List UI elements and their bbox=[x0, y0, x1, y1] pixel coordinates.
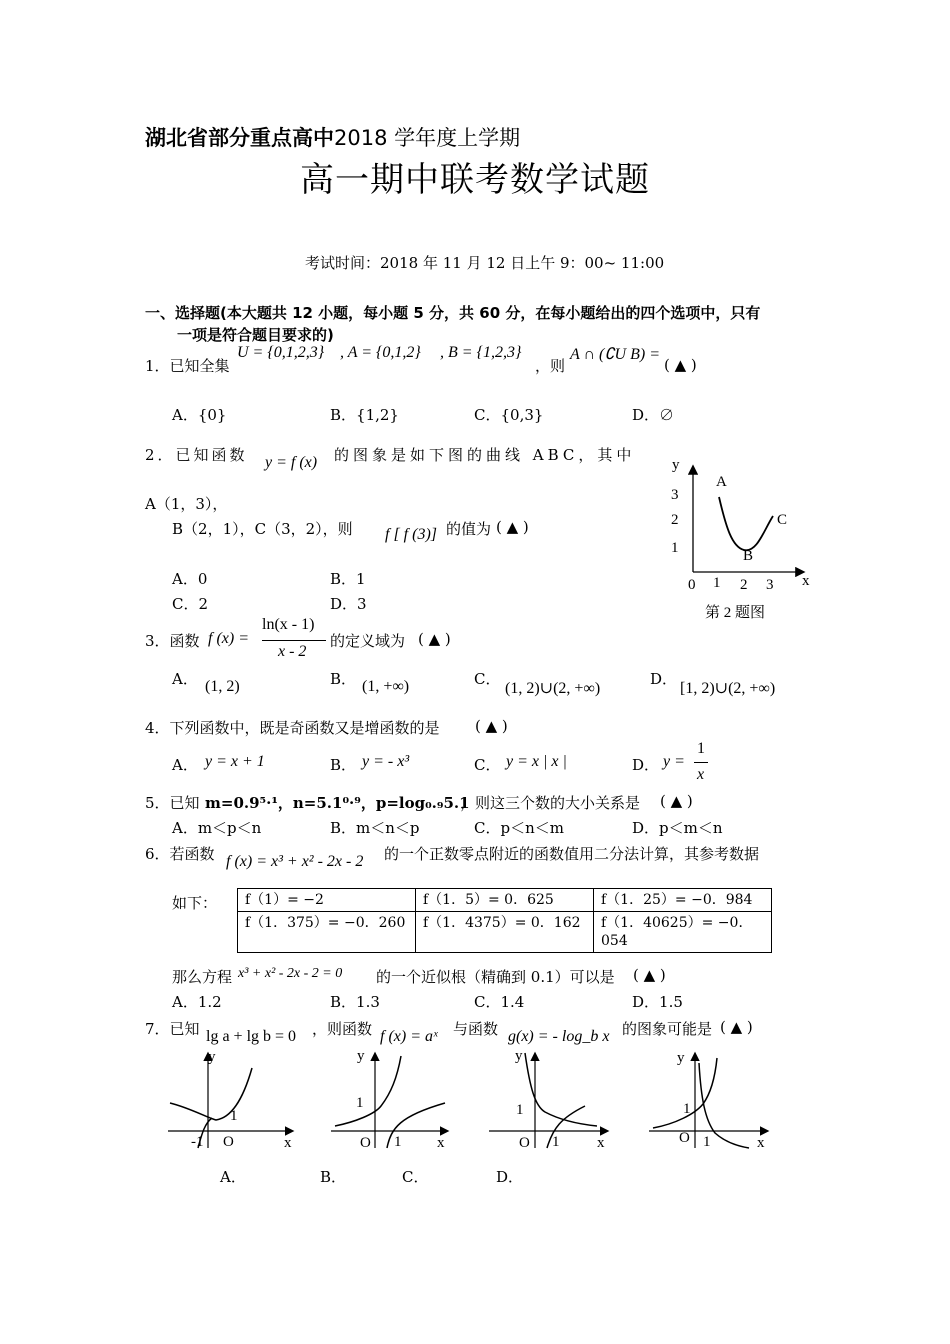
q1-option-a: A．{0} bbox=[172, 406, 227, 424]
q7-graph-b bbox=[325, 1048, 465, 1158]
q7-text-2: 与函数 bbox=[453, 1020, 499, 1038]
q2-y-tick-1: 1 bbox=[671, 540, 679, 556]
q7a-neg-one: -1 bbox=[191, 1134, 204, 1150]
q1-num: 1．已知全集 bbox=[145, 357, 230, 375]
q5-option-c: C．p＜n＜m bbox=[474, 819, 564, 837]
q3-fraction-bar bbox=[262, 640, 326, 641]
q3-numerator: ln(x - 1) bbox=[262, 616, 315, 633]
q1-option-d: D．∅ bbox=[632, 406, 675, 424]
q3-option-d-value: [1, 2)∪(2, +∞) bbox=[680, 680, 776, 697]
q6-option-a: A．1.2 bbox=[172, 993, 222, 1011]
table-cell: f（1．25）= −0．984 bbox=[594, 889, 772, 912]
school-name: 湖北省部分重点高中 bbox=[145, 126, 334, 150]
q2-x-tick-3: 3 bbox=[766, 577, 774, 593]
q4-option-a-value: y = x + 1 bbox=[205, 753, 265, 770]
q7a-y: y bbox=[208, 1049, 216, 1065]
q7a-x: x bbox=[284, 1135, 292, 1151]
q6-option-c: C．1.4 bbox=[474, 993, 525, 1011]
q6-option-b: B．1.3 bbox=[330, 993, 380, 1011]
q4-d-denominator: x bbox=[697, 766, 705, 783]
q2-curve-abc bbox=[719, 497, 773, 550]
q2-answer-mark: ( ▲ ) bbox=[496, 518, 529, 536]
q2-axis-y-label: y bbox=[672, 457, 680, 473]
q5-values: m=0.9⁵·¹，n=5.1⁰·⁹，p=log₀.₉5.1 bbox=[205, 794, 470, 812]
q2-num: 2．已知函数 bbox=[145, 446, 248, 464]
q4-option-b-letter: B． bbox=[330, 756, 357, 774]
q1-option-b: B．{1,2} bbox=[330, 406, 399, 424]
q1-set-b: , B = {1,2,3} bbox=[440, 344, 522, 361]
q7-text-3: 的图象可能是 bbox=[622, 1020, 713, 1038]
q7-f: f (x) = aˣ bbox=[380, 1028, 438, 1045]
q6-function: f (x) = x³ + x² - 2x - 2 bbox=[226, 853, 364, 870]
q3-num: 3．函数 bbox=[145, 632, 200, 650]
table-cell: f（1）= −2 bbox=[238, 889, 416, 912]
q7b-origin: O bbox=[360, 1135, 371, 1151]
q3-answer-mark: ( ▲ ) bbox=[418, 630, 451, 648]
school-header bbox=[145, 122, 520, 152]
q7b-x: x bbox=[437, 1135, 445, 1151]
q2-text-1: 的图象是如下图的曲线 ABC，其中 bbox=[334, 446, 636, 464]
q2-x-tick-1: 1 bbox=[713, 575, 721, 591]
q7-text-1: ，则函数 bbox=[312, 1020, 373, 1038]
q2-y-tick-2: 2 bbox=[671, 512, 679, 528]
q1-then: ，则 bbox=[535, 357, 566, 375]
table-cell: f（1．40625）= −0．054 bbox=[594, 912, 772, 953]
q3-option-a-letter: A． bbox=[172, 670, 198, 688]
q2-option-c: C．2 bbox=[172, 595, 209, 613]
section-line-1: 一、选择题(本大题共 12 小题，每小题 5 分，共 60 分，在每小题给出的四个选项中，只有 bbox=[145, 304, 761, 322]
q7-option-d: D． bbox=[496, 1168, 524, 1186]
q3-option-d-letter: D． bbox=[650, 670, 678, 688]
q1-expression: A ∩ (∁U B) = bbox=[570, 346, 660, 363]
q7a-origin: O bbox=[223, 1134, 234, 1150]
q1-answer-mark: ( ▲ ) bbox=[664, 356, 697, 374]
q1-set-a: , A = {0,1,2} bbox=[340, 344, 421, 361]
q4-option-c-letter: C． bbox=[474, 756, 501, 774]
q3-option-c-value: (1, 2)∪(2, +∞) bbox=[505, 680, 601, 697]
table-cell: f（1．4375）= 0．162 bbox=[416, 912, 594, 953]
q7d-one-x: 1 bbox=[703, 1134, 711, 1150]
q2-text-2: A（1，3）， bbox=[145, 495, 228, 513]
table-cell: f（1．375）= −0．260 bbox=[238, 912, 416, 953]
q7-option-c: C． bbox=[402, 1168, 429, 1186]
q7-g: g(x) = - log_b x bbox=[508, 1028, 610, 1045]
q3-option-c-letter: C． bbox=[474, 670, 501, 688]
q4-option-b-value: y = - x³ bbox=[362, 753, 410, 770]
page-title: 高一期中联考数学试题 bbox=[300, 160, 650, 200]
table-row bbox=[238, 912, 772, 953]
q2-origin: 0 bbox=[688, 577, 696, 593]
q2-option-d: D．3 bbox=[330, 595, 367, 613]
q2-option-a: A．0 bbox=[172, 570, 208, 588]
q7d-x: x bbox=[757, 1135, 765, 1151]
q3-option-a-value: (1, 2) bbox=[205, 678, 240, 695]
q4-option-c-value: y = x | x | bbox=[506, 753, 567, 770]
q5-option-a: A．m＜p＜n bbox=[172, 819, 262, 837]
q4-text: 4．下列函数中，既是奇函数又是增函数的是 bbox=[145, 719, 440, 737]
q2-point-c-label: C bbox=[777, 512, 788, 528]
q7-graph-a bbox=[160, 1048, 300, 1158]
q2-point-a-label: A bbox=[716, 474, 727, 490]
q3-fx: f (x) = bbox=[208, 630, 249, 647]
q7-option-a: A． bbox=[220, 1168, 246, 1186]
q2-expression: f [ f (3)] bbox=[385, 526, 437, 543]
q6-answer-mark: ( ▲ ) bbox=[633, 966, 666, 984]
q5-answer-mark: ( ▲ ) bbox=[660, 792, 693, 810]
q7c-x: x bbox=[597, 1135, 605, 1151]
q7b-y: y bbox=[357, 1048, 365, 1064]
q2-function: y = f (x) bbox=[265, 454, 318, 471]
q7b-one: 1 bbox=[356, 1095, 364, 1111]
q7d-origin: O bbox=[679, 1130, 690, 1146]
q4-option-a-letter: A． bbox=[172, 756, 198, 774]
q6-reference-table bbox=[237, 888, 772, 953]
q7-option-b: B． bbox=[320, 1168, 347, 1186]
q6-text-3: 的一个近似根（精确到 0.1）可以是 bbox=[376, 968, 615, 986]
q2-text-3: B（2，1），C（3，2），则 bbox=[172, 520, 353, 538]
q5-text-1: 5．已知 bbox=[145, 794, 200, 812]
q2-y-tick-3: 3 bbox=[671, 487, 679, 503]
q1-set-u: U = {0,1,2,3} bbox=[237, 344, 325, 361]
q2-figure bbox=[660, 452, 820, 627]
q4-option-d-value: y = bbox=[663, 753, 685, 770]
q2-option-b: B．1 bbox=[330, 570, 366, 588]
q7c-origin: O bbox=[519, 1135, 530, 1151]
q7-graph-d bbox=[645, 1048, 785, 1158]
q7d-y: y bbox=[677, 1050, 685, 1066]
table-row bbox=[238, 889, 772, 912]
q7b-one-x: 1 bbox=[394, 1134, 402, 1150]
q6-text-2: 那么方程 bbox=[172, 968, 233, 986]
q4-d-numerator: 1 bbox=[697, 740, 705, 757]
q7-graph-c bbox=[485, 1048, 625, 1158]
q7-num: 7．已知 bbox=[145, 1020, 200, 1038]
q7-condition: lg a + lg b = 0 bbox=[206, 1028, 297, 1045]
q7a-one: 1 bbox=[230, 1108, 238, 1124]
q6-num: 6．若函数 bbox=[145, 845, 215, 863]
year-term: 2018 学年度上学期 bbox=[334, 126, 521, 150]
q4-answer-mark: ( ▲ ) bbox=[475, 717, 508, 735]
q5-option-d: D．p＜m＜n bbox=[632, 819, 723, 837]
q2-x-tick-2: 2 bbox=[740, 577, 748, 593]
q4-option-d-letter: D． bbox=[632, 756, 660, 774]
q5-option-b: B．m＜n＜p bbox=[330, 819, 420, 837]
q3-text: 的定义域为 bbox=[330, 632, 406, 650]
q6-equation: x³ + x² - 2x - 2 = 0 bbox=[238, 966, 343, 981]
q7d-one: 1 bbox=[683, 1101, 691, 1117]
section-line-2: 一项是符合题目要求的) bbox=[177, 326, 334, 344]
table-cell: f（1．5）= 0．625 bbox=[416, 889, 594, 912]
q7c-one: 1 bbox=[516, 1102, 524, 1118]
q3-denominator: x - 2 bbox=[278, 643, 307, 660]
q2-figure-caption: 第 2 题图 bbox=[705, 605, 766, 621]
q3-option-b-letter: B． bbox=[330, 670, 357, 688]
q4-d-fraction-bar bbox=[694, 762, 708, 763]
q5-text-2: ，则这三个数的大小关系是 bbox=[460, 794, 641, 812]
q6-rulai: 如下： bbox=[172, 894, 218, 912]
q3-option-b-value: (1, +∞) bbox=[362, 678, 410, 695]
q7-answer-mark: ( ▲ ) bbox=[720, 1018, 753, 1036]
q1-option-c: C．{0,3} bbox=[474, 406, 544, 424]
q6-text-1: 的一个正数零点附近的函数值用二分法计算，其参考数据 bbox=[384, 845, 760, 863]
q2-text-4: 的值为 bbox=[446, 520, 492, 538]
q6-option-d: D．1.5 bbox=[632, 993, 683, 1011]
q2-axis-x-label: x bbox=[802, 573, 810, 589]
q7c-y: y bbox=[515, 1048, 523, 1064]
exam-time: 考试时间：2018 年 11 月 12 日上午 9：00~ 11:00 bbox=[305, 254, 665, 272]
q7c-one-x: 1 bbox=[552, 1134, 560, 1150]
section-heading bbox=[145, 302, 760, 346]
q2-point-b-label: B bbox=[743, 548, 754, 564]
